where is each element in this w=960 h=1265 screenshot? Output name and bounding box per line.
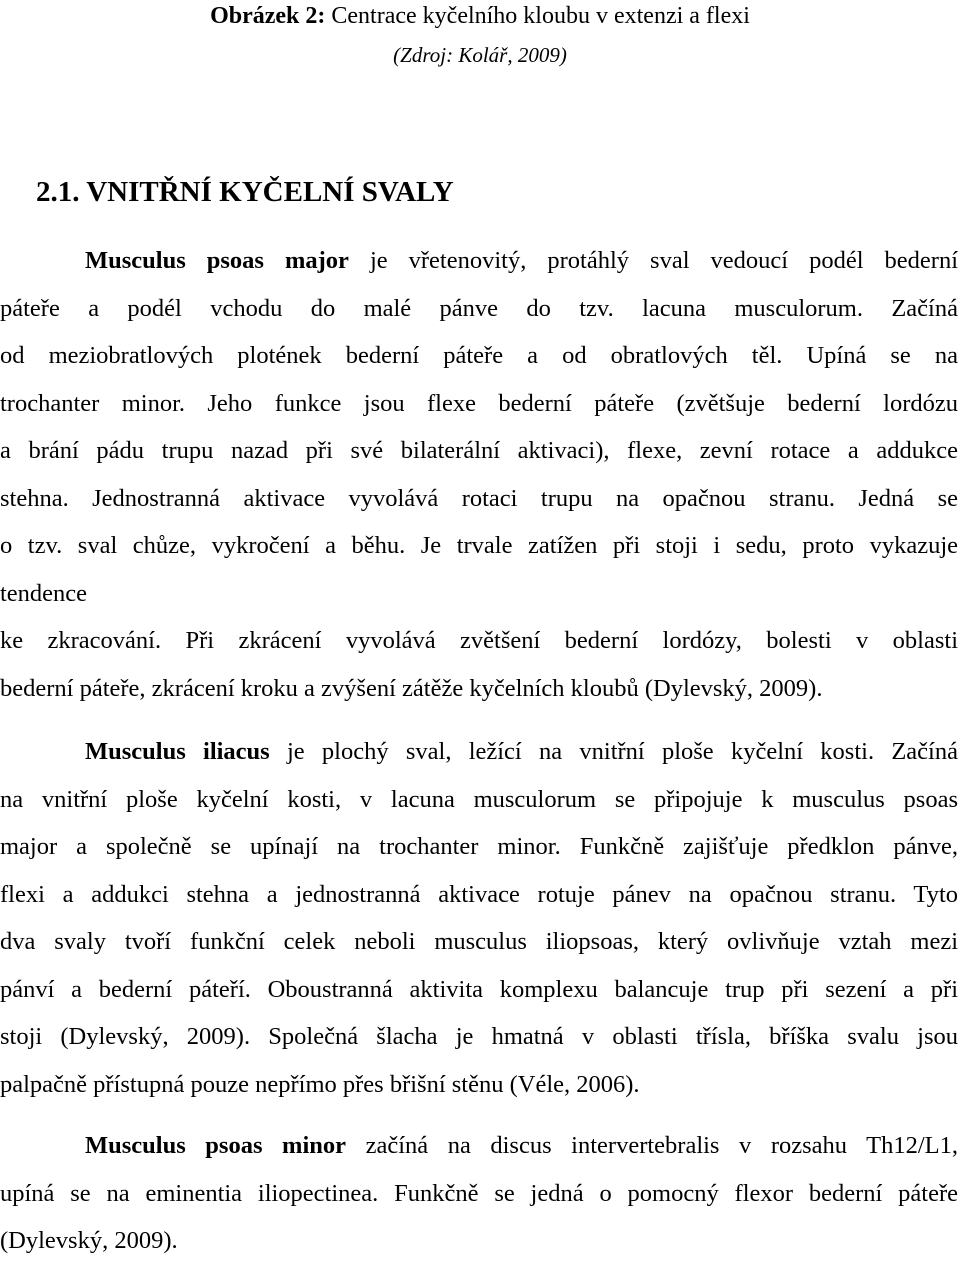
- paragraph-line: o tzv. sval chůze, vykročení a běhu. Je trvale zatížen při stoji i sedu, proto vykazuje: [0, 532, 958, 559]
- paragraph-iliacus: [0, 728, 958, 1108]
- section-heading: 2.1. VNITŘNÍ KYČELNÍ SVALY: [36, 176, 454, 208]
- paragraph-line: trochanter minor. Jeho funkce jsou flexe bederní páteře (zvětšuje bederní lordózu: [0, 389, 958, 417]
- paragraph-line: stehna. Jednostranná aktivace vyvolává rotaci trupu na opačnou stranu. Jedná se: [0, 484, 958, 512]
- paragraph-line: Musculus iliacus je plochý sval, ležící na vnitřní ploše kyčelní kosti. Začíná: [85, 738, 958, 765]
- paragraph-line: a brání pádu trupu nazad při své bilaterální aktivaci), flexe, zevní rotace a addukce: [0, 437, 958, 464]
- paragraph-line: tendence: [0, 579, 88, 607]
- paragraph-line: pánví a bederní páteří. Oboustranná aktivita komplexu balancuje trup při sezení a při: [0, 975, 958, 1003]
- term-iliacus: Musculus iliacus: [85, 738, 270, 765]
- term-psoas-minor: Musculus psoas minor: [85, 1132, 347, 1159]
- paragraph-line: páteře a podél vchodu do malé pánve do tzv. lacuna musculorum. Začíná: [0, 294, 958, 322]
- paragraph-line: bederní páteře, zkrácení kroku a zvýšení zátěže kyčelních kloubů (Dylevský, 2009).: [0, 674, 823, 702]
- term-psoas-major: Musculus psoas major: [85, 247, 349, 274]
- paragraph-line: od meziobratlových plotének bederní páteře a od obratlových těl. Upíná se na: [0, 342, 958, 369]
- paragraph-psoas-minor: [0, 1122, 958, 1265]
- paragraph-line: na vnitřní ploše kyčelní kosti, v lacuna musculorum se připojuje k musculus psoas: [0, 785, 958, 813]
- paragraph-line: upíná se na eminentia iliopectinea. Funkčně se jedná o pomocný flexor bederní páteře: [0, 1179, 958, 1207]
- figure-label: Obrázek 2:: [210, 3, 326, 29]
- paragraph-line: major a společně se upínají na trochanter minor. Funkčně zajišťuje předklon pánve,: [0, 833, 958, 860]
- paragraph-psoas-major: [0, 237, 958, 712]
- paragraph-line: Musculus psoas minor začíná na discus intervertebralis v rozsahu Th12/L1,: [85, 1132, 958, 1159]
- paragraph-line: (Dylevský, 2009).: [0, 1227, 178, 1254]
- paragraph-line: flexi a addukci stehna a jednostranná aktivace rotuje pánev na opačnou stranu. Tyto: [0, 880, 958, 908]
- figure-caption: [0, 2, 960, 30]
- figure-source: (Zdroj: Kolář, 2009): [393, 43, 567, 67]
- paragraph-line: Musculus psoas major je vřetenovitý, protáhlý sval vedoucí podél bederní: [85, 247, 959, 274]
- paragraph-line: palpačně přístupná pouze nepřímo přes břišní stěnu (Véle, 2006).: [0, 1070, 640, 1098]
- paragraph-line: stoji (Dylevský, 2009). Společná šlacha je hmatná v oblasti třísla, bříška svalu jsou: [0, 1023, 958, 1050]
- paragraph-line: dva svaly tvoří funkční celek neboli musculus iliopsoas, který ovlivňuje vztah mezi: [0, 928, 958, 955]
- figure-caption-text: Centrace kyčelního kloubu v extenzi a flexi: [325, 3, 750, 29]
- paragraph-line: ke zkracování. Při zkrácení vyvolává zvětšení bederní lordózy, bolesti v oblasti: [0, 627, 958, 654]
